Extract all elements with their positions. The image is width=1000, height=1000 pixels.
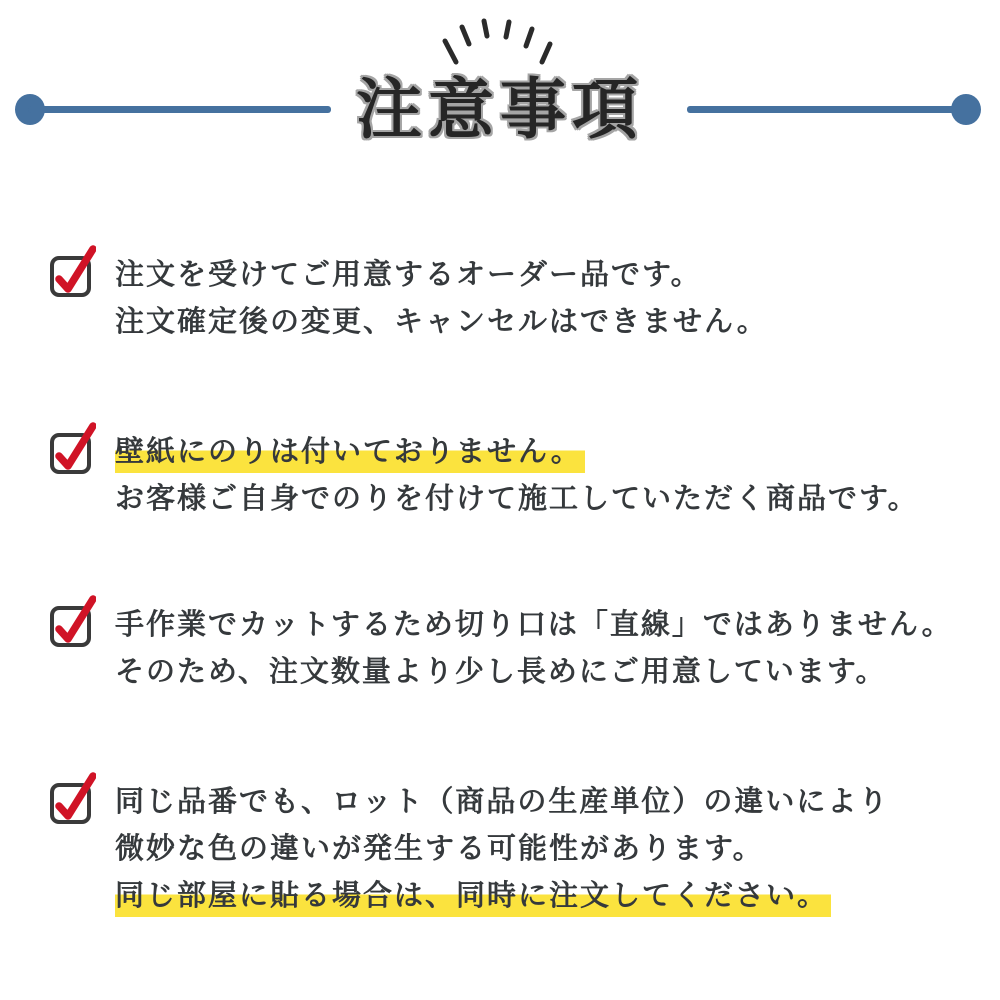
checkbox-checked-icon bbox=[48, 242, 96, 300]
checkbox-checked-icon bbox=[48, 769, 96, 827]
notice-text bbox=[115, 251, 995, 345]
notice-line: 注文を受けてご用意するオーダー品です。 bbox=[115, 257, 702, 291]
notice-line: そのため、注文数量より少し長めにご用意しています。 bbox=[115, 654, 887, 688]
notice-text bbox=[115, 601, 995, 695]
notice-line: お客様ご自身でのりを付けて施工していただく商品です。 bbox=[115, 481, 919, 515]
notice-item-order bbox=[48, 251, 995, 345]
checkbox-checked-icon bbox=[48, 419, 96, 477]
notice-item-cut bbox=[48, 601, 995, 695]
notice-text bbox=[115, 428, 995, 522]
notice-line: 微妙な色の違いが発生する可能性があります。 bbox=[115, 831, 764, 865]
divider-line-right bbox=[687, 106, 969, 113]
checkbox-checked-icon bbox=[48, 592, 96, 650]
notice-line: 手作業でカットするため切り口は「直線」ではありません。 bbox=[115, 607, 953, 641]
notice-item-glue bbox=[48, 428, 995, 522]
page-title: 注意事項 bbox=[356, 71, 644, 148]
highlighted-text: 壁紙にのりは付いておりません。 bbox=[115, 434, 585, 473]
highlighted-text: 同じ部屋に貼る場合は、同時に注文してください。 bbox=[115, 878, 831, 917]
notice-line bbox=[115, 428, 995, 475]
notice-line: 同じ品番でも、ロット（商品の生産単位）の違いにより bbox=[115, 784, 890, 818]
notice-text bbox=[115, 778, 995, 919]
notice-line bbox=[115, 872, 995, 919]
notice-line: 注文確定後の変更、キャンセルはできません。 bbox=[115, 304, 768, 338]
notice-item-lot bbox=[48, 778, 995, 919]
emphasis-burst-icon bbox=[428, 14, 572, 76]
divider-dot-right bbox=[951, 94, 981, 125]
